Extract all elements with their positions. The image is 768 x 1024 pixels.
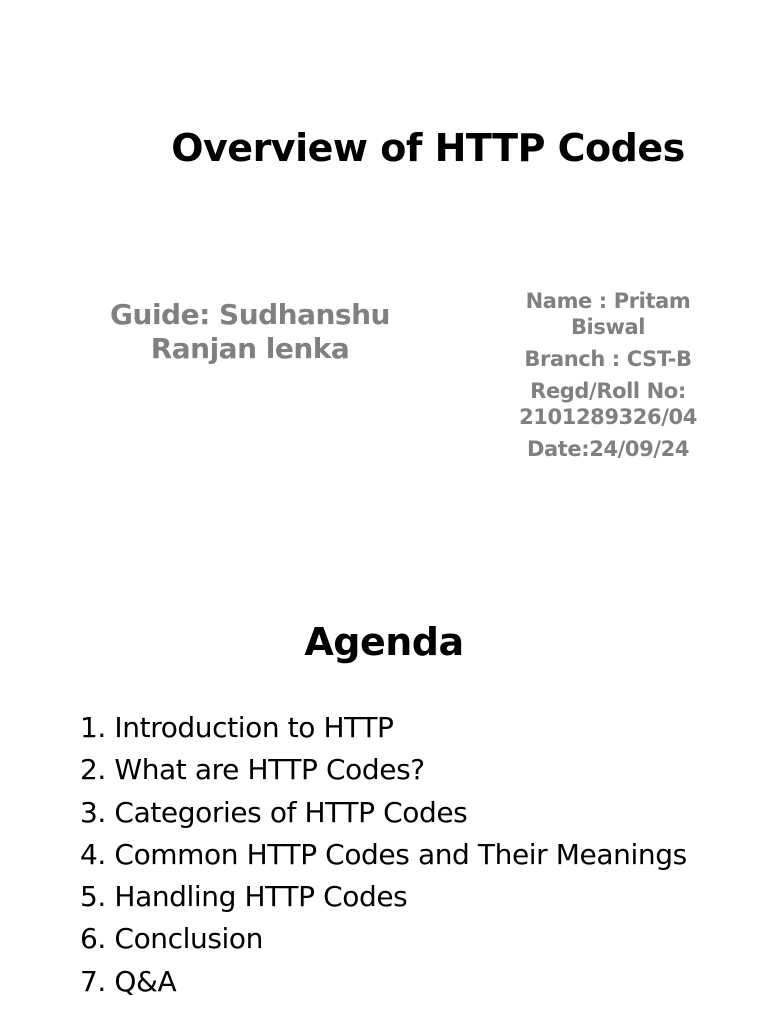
student-name: Name : Pritam Biswal	[525, 289, 691, 339]
presentation-date: Date:24/09/24	[526, 437, 690, 461]
agenda-list	[80, 707, 760, 1003]
agenda-item: 5. Handling HTTP Codes	[80, 880, 408, 914]
student-info	[508, 288, 708, 468]
slide-title: Overview of HTTP Codes	[171, 126, 685, 170]
agenda-item: 2. What are HTTP Codes?	[80, 753, 425, 787]
student-roll-number: Regd/Roll No: 2101289326/04	[519, 379, 697, 429]
student-branch: Branch : CST-B	[524, 347, 692, 371]
agenda-item: 4. Common HTTP Codes and Their Meanings	[80, 837, 687, 871]
agenda-item: 1. Introduction to HTTP	[80, 711, 394, 744]
guide-name: Guide: Sudhanshu Ranjan lenka	[110, 298, 390, 365]
agenda-title: Agenda	[304, 620, 464, 664]
agenda-item: 3. Categories of HTTP Codes	[80, 795, 468, 829]
agenda-item: 7. Q&A	[80, 964, 177, 998]
agenda-item: 6. Conclusion	[80, 922, 264, 956]
